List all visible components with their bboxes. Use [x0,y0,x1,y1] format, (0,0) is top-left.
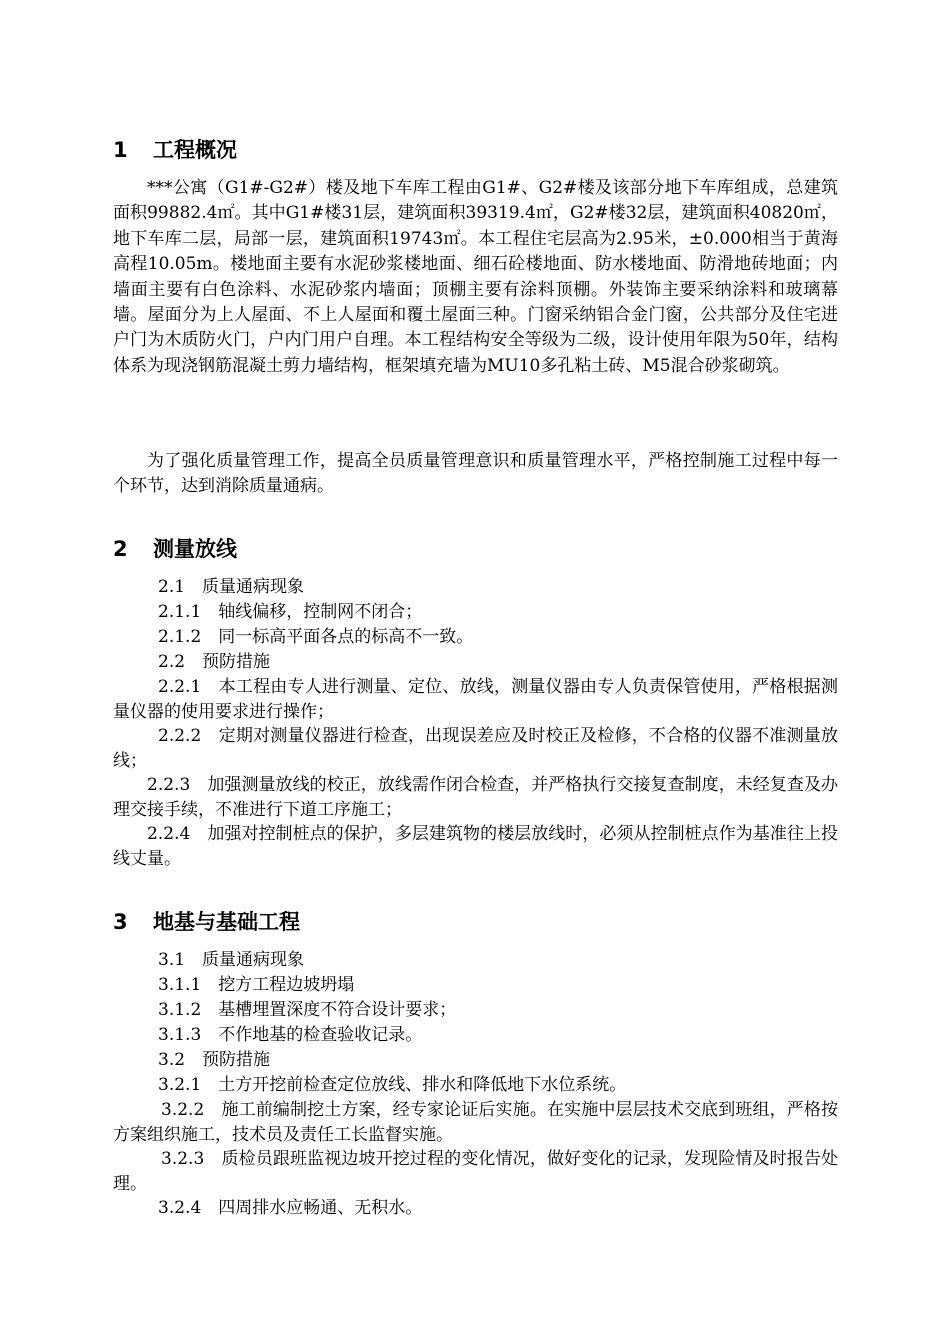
list-item: 3.1.3 不作地基的检查验收记录。 [158,1025,423,1045]
paragraph: 为了强化质量管理工作，提高全员质量管理意识和质量管理水平，严格控制施工过程中每一个环节，达到消除质量通病。 [113,451,838,497]
paragraph: ***公寓（G1#-G2#）楼及地下车库工程由G1#、G2#楼及该部分地下车库组成，总建筑面积99882.4㎡。其中G1#楼31层，建筑面积39319.4㎡，G2#楼32层，建筑面积40820㎡，地下车库二层，局部一层，建筑面积19743㎡。本工程住宅层高为2.95米，±0.000相当于黄海高程10.05m。楼地面主要有水泥砂浆楼地面、细石砼楼地面、防水楼地面、防滑地砖地面；内墙面主要有白色涂料、水泥砂浆内墙面；顶棚主要有涂料顶棚。外装饰主要采纳涂料和玻璃幕墙。屋面分为上人屋面、不上人屋面和覆土屋面三种。门窗采纳铝合金门窗，公共部分及住宅进户门为木质防火门，户内门用户自理。本工程结构安全等级为二级，设计使用年限为50年，结构体系为现浇钢筋混凝土剪力墙结构，框架填充墙为MU10多孔粘土砖、M5混合砂浆砌筑。 [113,178,838,376]
list-item: 3.1 质量通病现象 [158,950,305,970]
list-item: 3.1.2 基槽埋置深度不符合设计要求； [158,1000,457,1020]
list-item: 3.2.4 四周排水应畅通、无积水。 [158,1198,423,1218]
section-3-heading [113,909,300,935]
section-2-heading [113,536,237,562]
section-title: 测量放线 [153,537,237,561]
list-item: 2.2.1 本工程由专人进行测量、定位、放线，测量仪器由专人负责保管使用，严格根据测量仪器的使用要求进行操作； [113,677,838,723]
list-item: 3.2 预防措施 [158,1050,271,1070]
list-item: 2.2.3 加强测量放线的校正，放线需作闭合检查，并严格执行交接复查制度，未经复查及办理交接手续，不准进行下道工序施工； [113,775,838,821]
list-item: 2.1 质量通病现象 [158,577,305,597]
section-number: 3 [113,910,128,934]
list-item: 2.1.1 轴线偏移，控制网不闭合； [158,602,423,622]
list-item: 3.1.1 挖方工程边坡坍塌 [158,975,355,995]
section-number: 2 [113,537,128,561]
section-title: 工程概况 [153,138,237,162]
list-item: 2.2.2 定期对测量仪器进行检查，出现误差应及时校正及检修，不合格的仪器不准测量放线； [113,726,838,772]
list-item: 3.2.1 土方开挖前检查定位放线、排水和降低地下水位系统。 [158,1075,627,1095]
list-item: 3.2.3 质检员跟班监视边坡开挖过程的变化情况，做好变化的记录，发现险情及时报告处理。 [113,1149,838,1195]
list-item: 2.2 预防措施 [158,652,271,672]
section-number: 1 [113,138,128,162]
list-item: 3.2.2 施工前编制挖土方案，经专家论证后实施。在实施中层层技术交底到班组，严格按方案组织施工，技术员及责任工长监督实施。 [113,1100,838,1146]
list-item: 2.2.4 加强对控制桩点的保护，多层建筑物的楼层放线时，必须从控制桩点作为基准往上投线丈量。 [113,824,838,870]
section-1-heading [113,137,237,163]
section-title: 地基与基础工程 [153,910,300,934]
list-item: 2.1.2 同一标高平面各点的标高不一致。 [158,627,474,647]
